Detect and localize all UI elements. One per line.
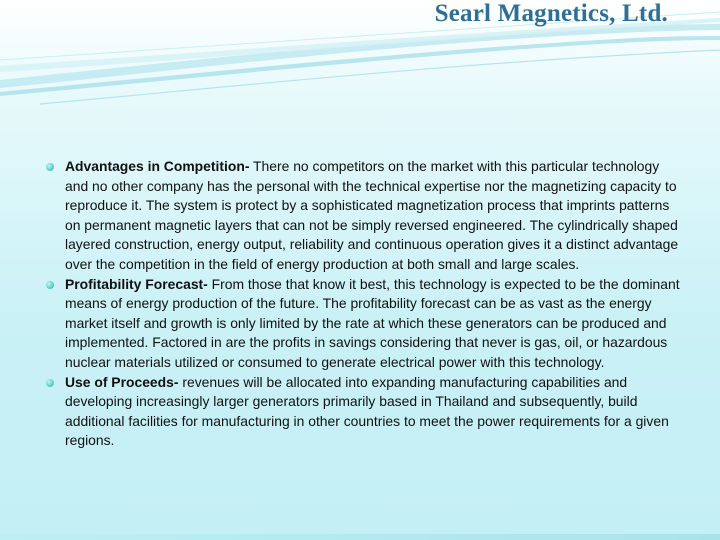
- bullet-list: [44, 157, 684, 451]
- bullet-dot-icon: [46, 379, 54, 387]
- bullet-dot-icon: [46, 281, 54, 289]
- bullet-item-proceeds: [44, 373, 684, 451]
- footer-band: [0, 534, 720, 540]
- bullet-text: revenues will be allocated into expanding manufacturing capabilities and developing increasingly larger generators primarily based in Thailand and subsequently, build additional facilities for manufacturing in other countries to meet the power requirements for a given regions.: [65, 373, 669, 449]
- bullet-heading: Use of Proceeds-: [65, 373, 179, 390]
- bullet-item-profitability: [44, 275, 684, 373]
- bullet-heading: Advantages in Competition-: [65, 158, 250, 174]
- slide-title: Searl Magnetics, Ltd.: [434, 0, 668, 27]
- bullet-text: From those that know it best, this technology is expected to be the dominant means of energy production of the future. The profitability forecast can be as vast as the energy market itself and growth is only limited by the rate at which these generators can be produced and implemented. Factored in are the profits in savings considering that never is gas, oil, or hazardous nuclear materials utilized or consumed to generate electrical power with this technology.: [65, 275, 680, 370]
- bullet-heading: Profitability Forecast-: [65, 275, 208, 292]
- bullet-dot-icon: [46, 163, 54, 171]
- bullet-text: There no competitors on the market with this particular technology and no other company has the personal with the technical expertise nor the magnetizing capacity to reproduce it. The system is protect by a sophisticated magnetization process that imprints patterns on permanent magnetic layers that can not be simply reversed engineered. The cylindrically shaped layered construction, energy output, reliability and continuous operation gives it a distinct advantage over the competition in the field of energy production at both small and large scales.: [65, 158, 679, 272]
- bullet-item-advantages: [44, 157, 684, 275]
